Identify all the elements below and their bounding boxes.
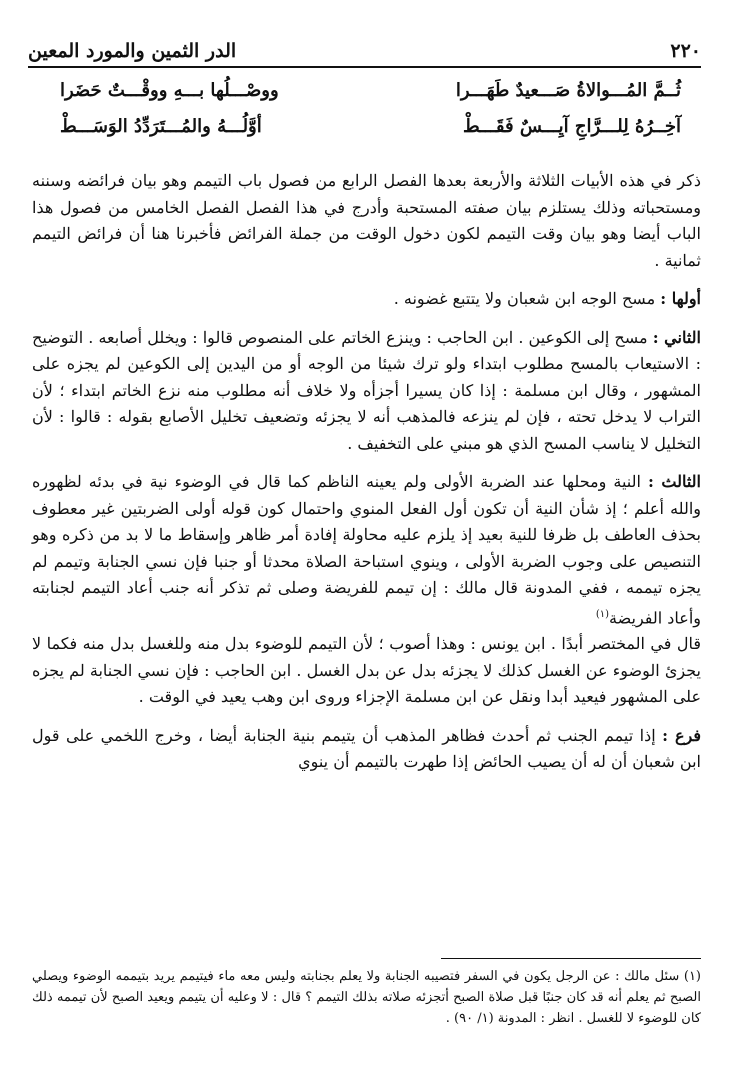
verse-first-hemistich: آخِــرُهُ لِلـــرَّاجِ آيِـــسٌ فَقَـــطْ [462, 116, 681, 137]
paragraph-text: إذا تيمم الجنب ثم أحدث فظاهر المذهب أن يتيمم بنية الجنابة أيضا ، وخرج اللخمي على قول ابن شعبان أن له أن يصيب الحائض إذا طهرت بالتيمم أن ينوي [32, 725, 701, 772]
paragraph [32, 168, 701, 274]
footnote-separator [441, 958, 701, 959]
page-header [28, 40, 701, 64]
paragraph-text: مسح الوجه ابن شعبان ولا يتتبع غضونه . [393, 289, 661, 308]
verse-second-hemistich: أوَّلُـــهُ والمُـــتَرَدِّدُ الوَسَـــطْ [60, 116, 262, 137]
paragraph-text: مسح إلى الكوعين . ابن الحاجب : وينزع الخاتم على المنصوص قالوا : ويخلل أصابعه . التوضيح : الاستيعاب بالمسح مطلوب ابتداء ولو ترك شيئا من الوجه أو من اليدين إلى الكوعين لم يجزه على المشهور ، وقال ابن مسلمة : إذا كان يسيرا أجزأه ولا خلاف أنه مطلوب منه نزع الخاتم ابتداء ؛ لأن التراب لا يدخل تحته ، فإن لم ينزعه فالمذهب أنه لا يجزئه وتضعيف تخليل الأصابع بقوله : قالوا : لأن التخليل لا يناسب المسح الذي هو مبني على التخفيف . [32, 327, 701, 453]
paragraph-lead: الثاني : [652, 327, 701, 347]
paragraph-text: ذكر في هذه الأبيات الثلاثة والأربعة بعدها الفصل الرابع من فصول باب التيمم وهو بيان فرائضه وسننه ومستحباته وذلك يستلزم بيان صفته المستحبة وأدرج في هذا الفصل الفصل الخامس من فصول هذا الباب أيضا وهو بيان وقت التيمم لكون دخول الوقت من جملة الفرائض فأخبرنا هنا أن فرائض التيمم ثمانية . [32, 171, 701, 270]
paragraph-text: قال في المختصر أبدًا . ابن يونس : وهذا أصوب ؛ لأن التيمم للوضوء بدل منه وللغسل بدل منه فكما لا يجزئ الوضوء عن الغسل كذلك لا يجزئه بدل عن بدل الغسل . ابن الحاجب : فإن نسي الجنابة لم يجزه على المشهور فيعيد أبدا ونقل عن ابن مسلمة الإجزاء وروى ابن وهب يعيد في الوقت . [32, 634, 701, 707]
paragraph [32, 723, 701, 776]
running-title: الدر الثمين والمورد المعين [28, 40, 237, 62]
paragraph-lead: أولها : [660, 289, 701, 308]
verse-line [60, 80, 681, 116]
paragraph-lead: الثالث : [647, 472, 702, 491]
verse-block [60, 80, 681, 152]
paragraph [32, 286, 701, 313]
footnote-reference[interactable]: (١) [595, 608, 610, 620]
footnote-text: (١) سئل مالك : عن الرجل يكون في السفر فتصيبه الجنابة ولا يعلم بجنابته وليس معه ماء فيتيمم يريد بتيممه الوضوء ويصلي الصبح ثم يعلم أنه قد كان جنبًا قبل صلاة الصبح أتجزئه صلاته بذلك التيمم ؟ قال : لا وعليه أن يتيمم ويعيد الصبح لأن تيممه ذلك كان للوضوء لا للغسل . انظر : المدونة (١/ ٩٠) . [32, 969, 701, 1026]
paragraph [32, 469, 701, 631]
footnote [32, 966, 701, 1029]
verse-first-hemistich: ثُــمَّ المُـــوالاةُ صَـــعيدٌ طَهَـــرا [455, 80, 681, 101]
page-number: ٢٢٠ [670, 40, 701, 62]
header-rule [28, 66, 701, 68]
paragraph-text: النية ومحلها عند الضربة الأولى ولم يعينه الناظم كما قال في الوضوء نية في بدئه لظهوره والله أعلم ؛ إذ شأن النية أن تكون أول الفعل المنوي واحتمال كون قوله أولى الضربتين غير معطوف بحذف العاطف بل ظرفا للنية بعيد إذ يلزم عليه محاولة إفادة أمر ظاهر وإسقاط ما لا بد من ذكره وهو التنصيص على وجوب الضربة الأولى ، وينوي استباحة الصلاة محدثا أو جنبا فإن نسي الجنابة وتيمم لم يجزه تيممه ، ففي المدونة قال مالك : إن تيمم للفريضة وصلى ثم تذكر أنه جنب أعاد التيمم لجنابته وأعاد الفريضة [32, 472, 701, 627]
verse-second-hemistich: ووصْـــلُها بـــهِ ووقْـــتٌ حَضَرا [60, 80, 279, 101]
verse-line [60, 116, 681, 152]
paragraph-lead: فرع : [662, 725, 701, 745]
paragraph [32, 631, 701, 711]
commentary-text [32, 168, 701, 776]
paragraph [32, 325, 701, 458]
